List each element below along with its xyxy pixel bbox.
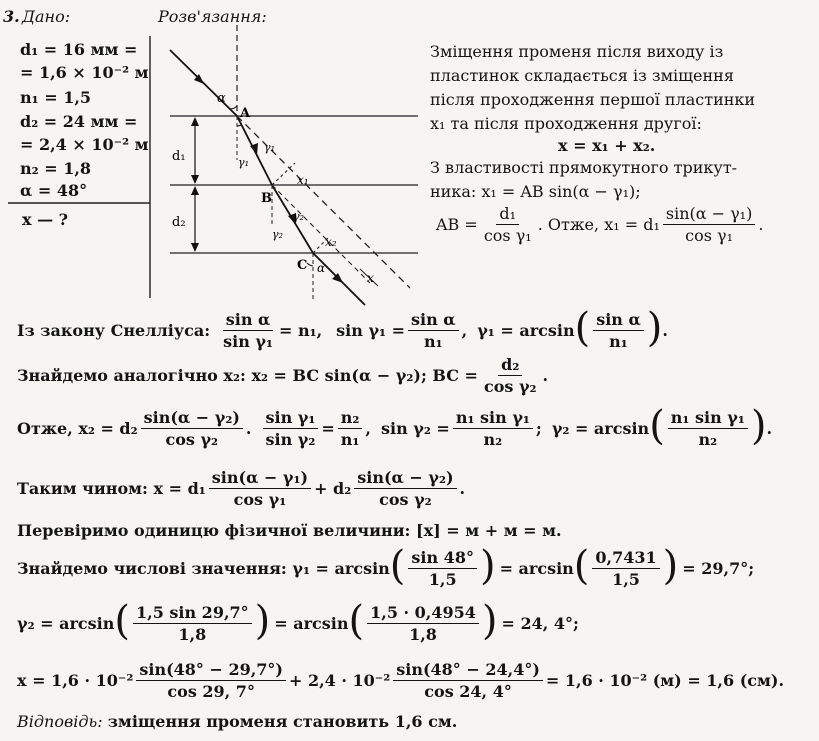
bc-fraction (481, 355, 540, 396)
final-result: = 1,6 · 10⁻² (м) = 1,6 (см). (545, 671, 785, 690)
given-d1-si: = 1,6 × 10⁻² м (20, 63, 149, 82)
otzhe-sep4: ; (535, 419, 542, 438)
takym-end: . (459, 479, 466, 498)
otzhe-f3d: n₁ (340, 430, 360, 449)
gamma2-mid: = arcsin (274, 614, 349, 633)
otzhe-frac-3 (338, 408, 363, 449)
snell-label: Із закону Снелліуса: (17, 321, 211, 340)
takym-lhs: Таким чином: x = d₁ (17, 479, 206, 498)
answer-line (17, 712, 457, 731)
solution-label: Розв'язання: (158, 7, 267, 26)
takym-f1n: sin(α − γ₁) (209, 468, 311, 489)
otzhe-lhs: Отже, x₂ = d₂ (17, 419, 138, 438)
x2-text: Знайдемо аналогічно x₂: x₂ = BC sin(α − γ₂); BC = (17, 366, 478, 385)
otzhe-frac-5 (668, 408, 748, 449)
numeric-f2n: 0,7431 (592, 548, 659, 569)
otzhe-f4d: n₂ (483, 430, 503, 449)
x2-line (17, 355, 548, 396)
otzhe-sep3: , (365, 419, 371, 438)
numeric-mid: = arcsin (499, 559, 574, 578)
snell-frac-3 (593, 310, 644, 351)
intro-line-1: Зміщення променя після виходу із (430, 42, 724, 61)
snell-t3: γ₁ = arcsin (477, 321, 575, 340)
intro-line-2: пластинок складається із зміщення (430, 66, 734, 85)
otzhe-f3n: n₂ (338, 408, 363, 429)
gamma2-lhs: γ₂ = arcsin (17, 614, 115, 633)
label-point-b: B (261, 191, 272, 206)
answer-text: зміщення променя становить 1,6 см. (107, 712, 458, 731)
takym-frac-1 (209, 468, 311, 509)
numeric-f1n: sin 48° (408, 548, 477, 569)
gamma2-frac-2 (367, 603, 479, 644)
final-f2d: cos 24, 4° (424, 682, 512, 701)
label-gamma2-c: γ₂ (293, 210, 304, 223)
otzhe-frac-4 (453, 408, 533, 449)
intro-line-5: x = x₁ + x₂. (558, 136, 656, 155)
takym-f2n: sin(α − γ₂) (354, 468, 456, 489)
snell-f2d: n₁ (424, 332, 443, 351)
label-point-a: A (240, 106, 251, 121)
given-d2: d₂ = 24 мм = (20, 112, 138, 131)
intro-line-4: x₁ та після проходження другої: (430, 114, 702, 133)
x2-end: . (542, 366, 549, 385)
otzhe-t4: sin γ₂ = (380, 419, 450, 438)
takym-line (17, 468, 465, 509)
gamma2-result: = 24, 4°; (501, 614, 579, 633)
otzhe-frac-2 (263, 408, 319, 449)
snell-line: Із закону Снелліуса: $\frac{\text{sin α}}{\text{sin γ₁}}$ = n₁, sin γ₁ = $\frac{\text{sin α}}{\text{n₁}}$ , γ₁ = arcsin ( $\frac{\text{sin α}}{\text{n₁}}$ ) . (17, 304, 668, 351)
takym-plus: + d₂ (314, 479, 352, 498)
x1-num: sin(α − γ₁) (663, 204, 755, 225)
label-gamma2-b: γ₂ (272, 228, 283, 241)
refraction-diagram (160, 20, 430, 310)
snell-f3d: n₁ (609, 332, 628, 351)
snell-frac-1 (220, 310, 276, 351)
numeric-result: = 29,7°; (682, 559, 755, 578)
otzhe-sep1: . (245, 419, 252, 438)
numeric-f1d: 1,5 (428, 570, 457, 589)
label-x1: x₁ (297, 173, 309, 187)
label-alpha-top: α (217, 91, 226, 106)
label-d2: d₂ (172, 215, 186, 230)
ab-lhs: AB = (436, 215, 478, 234)
final-plus: + 2,4 · 10⁻² (289, 671, 391, 690)
label-x: x (367, 271, 374, 285)
otzhe-f5n: n₁ sin γ₁ (668, 408, 748, 429)
ab-den: cos γ₁ (483, 226, 532, 245)
final-line (17, 660, 784, 701)
label-d1: d₁ (172, 149, 186, 164)
ab-formula (436, 204, 763, 245)
given-n2: n₂ = 1,8 (20, 159, 92, 178)
final-frac-2 (393, 660, 543, 701)
unit-check: Перевіримо одиницю фізичної величини: [x] = м + м = м. (17, 521, 562, 540)
otzhe-eq2: = (321, 419, 335, 438)
given-label: Дано: (22, 7, 71, 26)
label-gamma1-a: γ₁ (238, 156, 249, 169)
final-f2n: sin(48° − 24,4°) (393, 660, 543, 681)
snell-f2n: sin α (408, 310, 459, 331)
otzhe-line: Отже, x₂ = d₂ $\frac{\text{sin(α − γ₂)}}{\text{cos γ₂}}$ . $\frac{\text{sin γ₁}}{\text{sin γ₂}}$ = $\frac{\text{n₂}}{\text{n₁}}$ , sin γ₂ = $\frac{\text{n₁ sin γ₁}}{\text{n₂}}$ ; γ₂ = arcsin ( $\frac{\text{n₁ sin γ₁}}{\text{n₂}}$ ) . (17, 402, 773, 449)
numeric-frac-1 (408, 548, 477, 589)
otzhe-f1n: sin(α − γ₂) (141, 408, 243, 429)
snell-eq2: , (461, 321, 468, 340)
label-alpha-c: α (317, 261, 326, 275)
takym-frac-2 (354, 468, 456, 509)
x1-fraction (663, 204, 755, 245)
gamma2-frac-1 (133, 603, 252, 644)
takym-f2d: cos γ₂ (379, 490, 432, 509)
final-f1d: cos 29, 7° (167, 682, 255, 701)
given-alpha: α = 48° (20, 181, 88, 200)
gamma2-line: γ₂ = arcsin ( $\frac{1,5 \sin 29,7^\circ}{1,8}$ ) = arcsin ( $\frac{1,5 \cdot 0,4954}{1,8}$ ) = 24, 4°; (17, 597, 579, 644)
x1-den: cos γ₁ (685, 226, 734, 245)
ab-end: . (758, 215, 764, 234)
ab-num: d₁ (496, 204, 519, 225)
given-d1: d₁ = 16 мм = (20, 40, 138, 59)
gamma2-f2n: 1,5 · 0,4954 (367, 603, 479, 624)
intro-line-6: З властивості прямокутного трикут- (430, 158, 738, 177)
otzhe-t5: γ₂ = arcsin (551, 419, 650, 438)
find-x: x — ? (22, 210, 69, 229)
bc-den: cos γ₂ (483, 377, 537, 396)
ab-fraction (481, 204, 535, 245)
label-point-c: C (297, 258, 308, 273)
numeric-line: Знайдемо числові значення: γ₁ = arcsin ( $\frac{\sin 48^\circ}{1,5}$ ) = arcsin ( $\frac{0,7431}{1,5}$ ) = 29,7°; (17, 542, 755, 589)
snell-frac-2 (408, 310, 459, 351)
intro-line-3: після проходження першої пластинки (430, 90, 756, 109)
otzhe-f4n: n₁ sin γ₁ (453, 408, 533, 429)
takym-f1d: cos γ₁ (233, 490, 287, 509)
answer-label: Відповідь: (17, 712, 103, 731)
problem-number: 3. (3, 7, 20, 26)
gamma2-f2d: 1,8 (409, 625, 437, 644)
numeric-label: Знайдемо числові значення: γ₁ = arcsin (17, 559, 390, 578)
otzhe-f5d: n₂ (698, 430, 718, 449)
gamma2-f1n: 1,5 sin 29,7° (133, 603, 252, 624)
given-frame (0, 0, 160, 310)
gamma2-f1d: 1,8 (178, 625, 207, 644)
final-f1n: sin(48° − 29,7°) (136, 660, 286, 681)
otzhe-f2n: sin γ₁ (263, 408, 319, 429)
otzhe-f2d: sin γ₂ (265, 430, 316, 449)
given-d2-si: = 2,4 × 10⁻² м (20, 135, 149, 154)
otzhe-end: . (766, 419, 773, 438)
final-frac-1 (136, 660, 286, 701)
label-gamma1-b: γ₁ (264, 141, 275, 154)
snell-end: . (662, 321, 668, 340)
otzhe-frac-1 (141, 408, 243, 449)
snell-t2: sin γ₁ = (336, 321, 406, 340)
snell-f1d: sin γ₁ (223, 332, 273, 351)
final-lhs: x = 1,6 · 10⁻² (17, 671, 134, 690)
given-n1: n₁ = 1,5 (20, 88, 92, 107)
ab-mid: . Отже, x₁ = d₁ (537, 215, 660, 234)
snell-eq1: = n₁, (278, 321, 323, 340)
otzhe-f1d: cos γ₂ (165, 430, 219, 449)
snell-f1n: sin α (223, 310, 274, 331)
label-x2: x₂ (325, 235, 337, 249)
intro-line-7: ника: x₁ = AB sin(α − γ₁); (430, 182, 641, 201)
snell-f3n: sin α (593, 310, 644, 331)
bc-num: d₂ (498, 355, 522, 376)
numeric-f2d: 1,5 (612, 570, 640, 589)
numeric-frac-2 (592, 548, 659, 589)
